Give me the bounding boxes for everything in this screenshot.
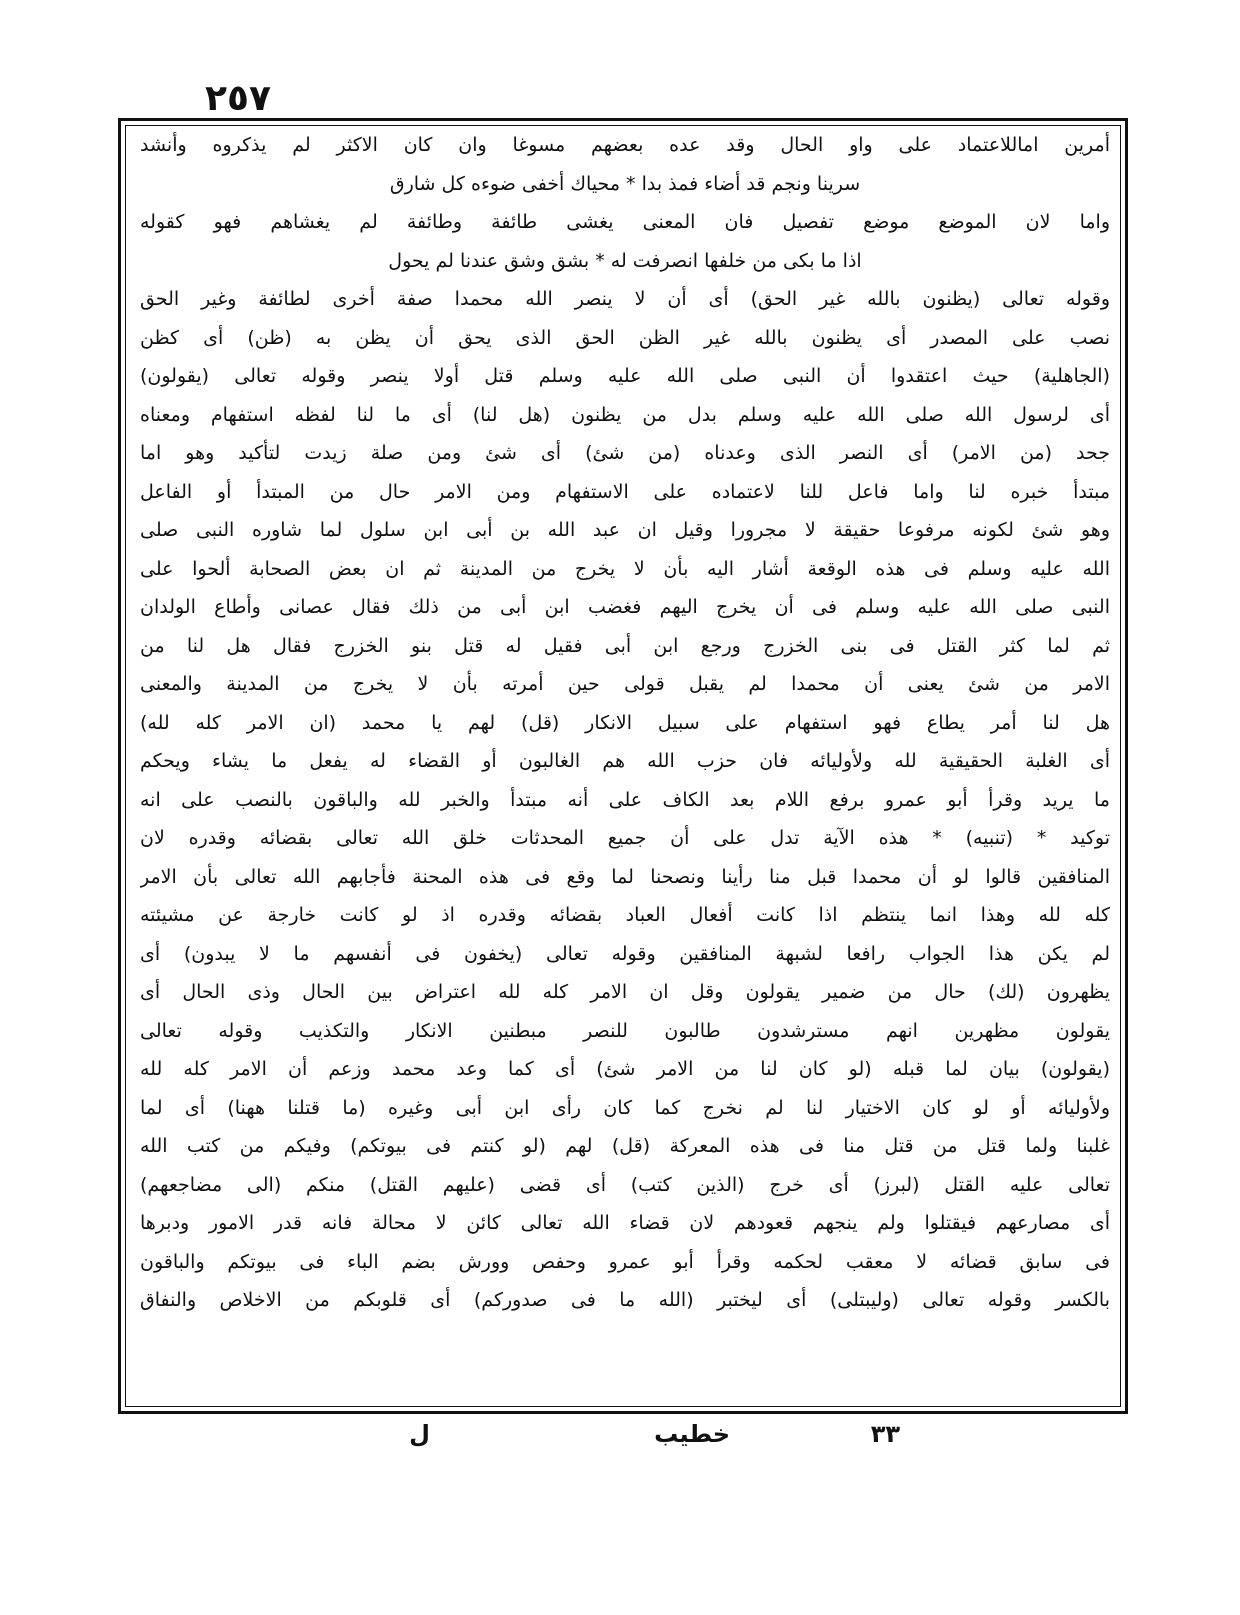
text-line: كله لله وهذا انما ينتظم اذا كانت أفعال العباد بقضائه وقدره اذ لو كانت خارجة عن مشيئته — [140, 904, 1110, 926]
text-line: تعالى عليه القتل (لبرز) أى خرج (الذين كتب) أى قضى (عليهم القتل) منكم (الى مضاجعهم) — [140, 1173, 1110, 1196]
text-line: المنافقين قالوا لو أن محمدا قبل منا رأينا ونصحنا لما وقع فى هذه المحنة فأجابهم الله تعالى بأن الامر — [140, 865, 1110, 888]
main-text — [140, 126, 1110, 1408]
text-line: (الجاهلية) حيث اعتقدوا أن النبى صلى الله عليه وسلم قتل أولا ينصر وقوله تعالى (يقولون) — [140, 365, 1110, 387]
text-line: يظهرون (لك) حال من ضمير يقولون وقل ان الامر كله لله اعتراض بين الحال وذى الحال أى — [140, 981, 1110, 1003]
poetry-verse: اذا ما بكى من خلفها انصرفت له * بشق وشق عندنا لم يحول — [388, 249, 862, 272]
text-line: أى مصارعهم فيقتلوا ولم ينجهم قعودهم لان قضاء الله تعالى كائن لا محالة فانه قدر الامور ودبرها — [140, 1212, 1110, 1234]
signature-word: خطيب — [654, 1420, 730, 1448]
text-line: ثم لما كثر القتل فى بنى الخزرج ورجع ابن أبى فقيل له قتل بنو الخزرج فقال هل لنا من — [140, 634, 1110, 657]
signature-number: ٣٣ — [870, 1420, 900, 1448]
text-line: هل لنا أمر يطاع فهو استفهام على سبيل الانكار (قل) لهم يا محمد (ان الامر كله لله) — [140, 711, 1110, 734]
text-line: الله عليه وسلم فى هذه الوقعة أشار اليه بأن لا يخرج من المدينة ثم ان بعض الصحابة ألحوا على — [140, 557, 1110, 580]
text-line: غلبنا ولما قتل من قتل منا فى هذه المعركة (قل) لهم (لو كنتم فى بيوتكم) وفيكم من كتب الله — [140, 1135, 1110, 1157]
text-line: النبى صلى الله عليه وسلم فى أن يخرج اليهم فغضب ابن أبى من ذلك فقال عصانى وأطاع الولدان — [140, 596, 1110, 618]
text-line: جحد (من الامر) أى النصر الذى وعدناه (من شئ) أى شئ ومن صلة زيدت لتأكيد وهو اما — [140, 442, 1110, 464]
text-line: واما لان الموضع موضع تفصيل فان المعنى يغشى طائفة وطائفة لم يغشاهم فهو كقوله — [140, 211, 1110, 233]
text-line: توكيد * (تنبيه) * هذه الآية تدل على أن جميع المحدثات خلق الله تعالى بقضائه وقدره لان — [140, 827, 1110, 849]
text-line: وقوله تعالى (يظنون بالله غير الحق) أى أن لا ينصر الله محمدا صفة أخرى لطائفة وغير الحق — [140, 288, 1110, 310]
text-line: أمرين اماللاعتماد على واو الحال وقد عده بعضهم مسوغا وان كان الاكثر لم يذكروه وأنشد — [140, 134, 1110, 156]
signature-letter: ل — [409, 1420, 430, 1448]
text-line: فى سابق قضائه لا معقب لحكمه وقرأ أبو عمرو وحفص وورش بضم الباء فى بيوتكم والباقون — [140, 1250, 1110, 1273]
text-line: وهو شئ لكونه مرفوعا حقيقة لا مجرورا وقيل ان عبد الله بن أبى ابن سلول لما شاوره النبى صلى — [140, 519, 1110, 541]
text-line: ما يريد وقرأ أبو عمرو برفع اللام بعد الكاف على أنه مبتدأ والخبر لله والباقون بالنصب على انه — [140, 788, 1110, 811]
text-line: أى الغلبة الحقيقية لله ولأوليائه فان حزب الله هم الغالبون أو القضاء له يفعل ما يشاء ويحكم — [140, 750, 1110, 772]
poetry-verse: سرينا ونجم قد أضاء فمذ بدا * محياك أخفى ضوءه كل شارق — [389, 172, 861, 195]
text-line: بالكسر وقوله تعالى (وليبتلى) أى ليختبر (الله ما فى صدوركم) أى قلوبكم من الاخلاص والنفاق — [140, 1289, 1110, 1311]
text-line: نصب على المصدر أى يظنون بالله غير الظن الحق الذى يحق أن يظن به (ظن) أى كظن — [140, 326, 1110, 349]
text-line: لم يكن هذا الجواب رافعا لشبهة المنافقين وقوله تعالى (يخفون فى أنفسهم ما لا يبدون) أى — [140, 942, 1110, 965]
text-line: يقولون مظهرين انهم مسترشدون طالبون للنصر مبطنين الانكار والتكذيب وقوله تعالى — [140, 1019, 1110, 1042]
text-line: الامر من شئ يعنى أن محمدا لم يقبل قولى حين أمرته بأن لا يخرج من المدينة والمعنى — [140, 673, 1110, 695]
page-footer — [400, 1420, 960, 1460]
text-line: مبتدأ خبره لنا واما فاعل للنا لاعتماده على الاستفهام ومن الامر حال من المبتدأ أو الفاعل — [140, 480, 1110, 503]
text-line: (يقولون) بيان لما قبله (لو كان لنا من الامر شئ) أى كما وعد محمد وزعم أن الامر كله لله — [140, 1058, 1110, 1080]
text-line: ولأوليائه أو لو كان الاختيار لنا لم نخرج كما كان رأى ابن أبى وغيره (ما قتلنا ههنا) أى لما — [140, 1096, 1110, 1119]
text-line: أى لرسول الله صلى الله عليه وسلم بدل من يظنون (هل لنا) أى ما لنا لفظه استفهام ومعناه — [140, 403, 1110, 426]
page-number: ٢٥٧ — [205, 78, 271, 119]
